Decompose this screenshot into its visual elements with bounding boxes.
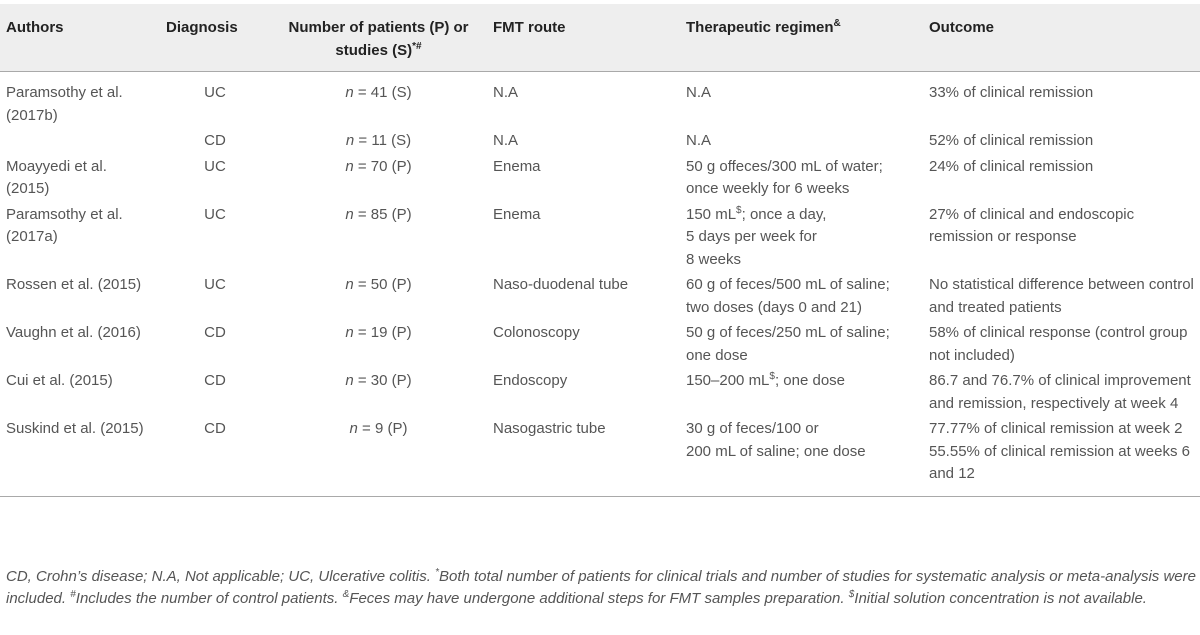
cell-outcome: 24% of clinical remission [929,157,1094,175]
cell-outcome: 77.77% of clinical remission at week 2 55.55% of clinical remission at weeks 6 and 12 [929,420,1190,482]
cell-diagnosis: UC [204,157,226,175]
cell-diagnosis: CD [204,420,226,437]
cell-route: Endoscopy [493,372,568,389]
header-route: FMT route [487,4,680,72]
table-row [0,321,1200,369]
header-authors: Authors [0,4,160,72]
cell-authors [0,129,160,155]
header-regimen [680,4,923,72]
cell-number: n = 11 (S) [345,132,412,149]
table-row [0,203,1200,274]
table-row [0,155,1200,203]
cell-diagnosis: CD [204,324,226,341]
cell-outcome: 86.7 and 76.7% of clinical improvement and remission, respectively at week 4 [929,372,1191,412]
cell-authors: Rossen et al. (2015) [6,276,142,293]
cell-authors: Paramsothy et al. (2017b) [6,84,123,124]
cell-diagnosis: CD [204,132,226,149]
cell-route: Colonoscopy [493,324,580,341]
header-diagnosis-label: Diagnosis [166,19,238,36]
table-footnote: CD, Crohn’s disease; N.A, Not applicable; UC, Ulcerative colitis. *Both total number of patients for clinical trials and number of studies for systematic analysis or meta-analysis were included. #Includes the number of control patients. &Feces may have undergone additional steps for FMT samples preparation. $Initial solution concentration is not available. [6,567,1196,607]
header-regimen-label: Therapeutic regimen [686,19,834,36]
header-number-label: Number of patients (P) or studies (S) [288,19,469,59]
header-outcome: Outcome [923,4,1200,72]
cell-number: n = 50 (P) [345,276,412,293]
cell-diagnosis: CD [204,372,226,389]
cell-diagnosis: UC [204,276,226,293]
table-row [0,369,1200,417]
cell-number: n = 41 (S) [345,84,412,101]
cell-route: N.A [493,132,519,149]
table-row [0,417,1200,496]
cell-outcome: 58% of clinical response (control group not included) [929,324,1188,364]
cell-authors: Suskind et al. (2015) [6,420,144,437]
cell-route: Naso-duodenal tube [493,276,629,293]
cell-regimen: 150–200 mL$; one dose [686,371,846,389]
header-regimen-sup: & [833,18,841,29]
cell-regimen: 30 g of feces/100 or 200 mL of saline; one dose [686,420,866,460]
cell-outcome: 33% of clinical remission [929,84,1094,101]
cell-regimen: 150 mL$; once a day, 5 days per week for 8 weeks [686,204,827,268]
cell-number: n = 70 (P) [345,157,412,175]
cell-number: n = 85 (P) [345,205,412,223]
fmt-studies-table [0,4,1200,497]
table-header-row [0,4,1200,72]
cell-diagnosis: UC [204,84,226,101]
cell-number: n = 9 (P) [349,420,408,437]
cell-route: Enema [493,205,541,223]
table-row [0,273,1200,321]
cell-route: Enema [493,157,541,175]
cell-outcome: 52% of clinical remission [929,132,1094,149]
table-row [0,129,1200,155]
cell-outcome: 27% of clinical and endoscopic remission or response [929,205,1135,245]
cell-regimen: 60 g of feces/500 mL of saline; two doses (days 0 and 21) [686,276,890,316]
cell-route: Nasogastric tube [493,420,606,437]
header-number [270,4,487,72]
cell-diagnosis: UC [204,205,226,223]
cell-regimen: 50 g of feces/250 mL of saline; one dose [686,324,890,364]
cell-authors: Moayyedi et al. (2015) [6,157,107,197]
cell-regimen: 50 g offeces/300 mL of water; once weekly for 6 weeks [686,157,883,197]
cell-authors: Cui et al. (2015) [6,372,113,389]
header-number-sup: *# [412,40,422,52]
header-diagnosis [160,4,270,72]
cell-route: N.A [493,84,519,101]
cell-number: n = 19 (P) [345,324,412,341]
cell-authors: Vaughn et al. (2016) [6,324,141,341]
cell-regimen: N.A [686,84,712,101]
cell-outcome: No statistical difference between control and treated patients [929,276,1194,316]
cell-authors: Paramsothy et al. (2017a) [6,205,123,245]
table-row [0,72,1200,130]
cell-number: n = 30 (P) [345,372,412,389]
cell-regimen: N.A [686,132,712,149]
